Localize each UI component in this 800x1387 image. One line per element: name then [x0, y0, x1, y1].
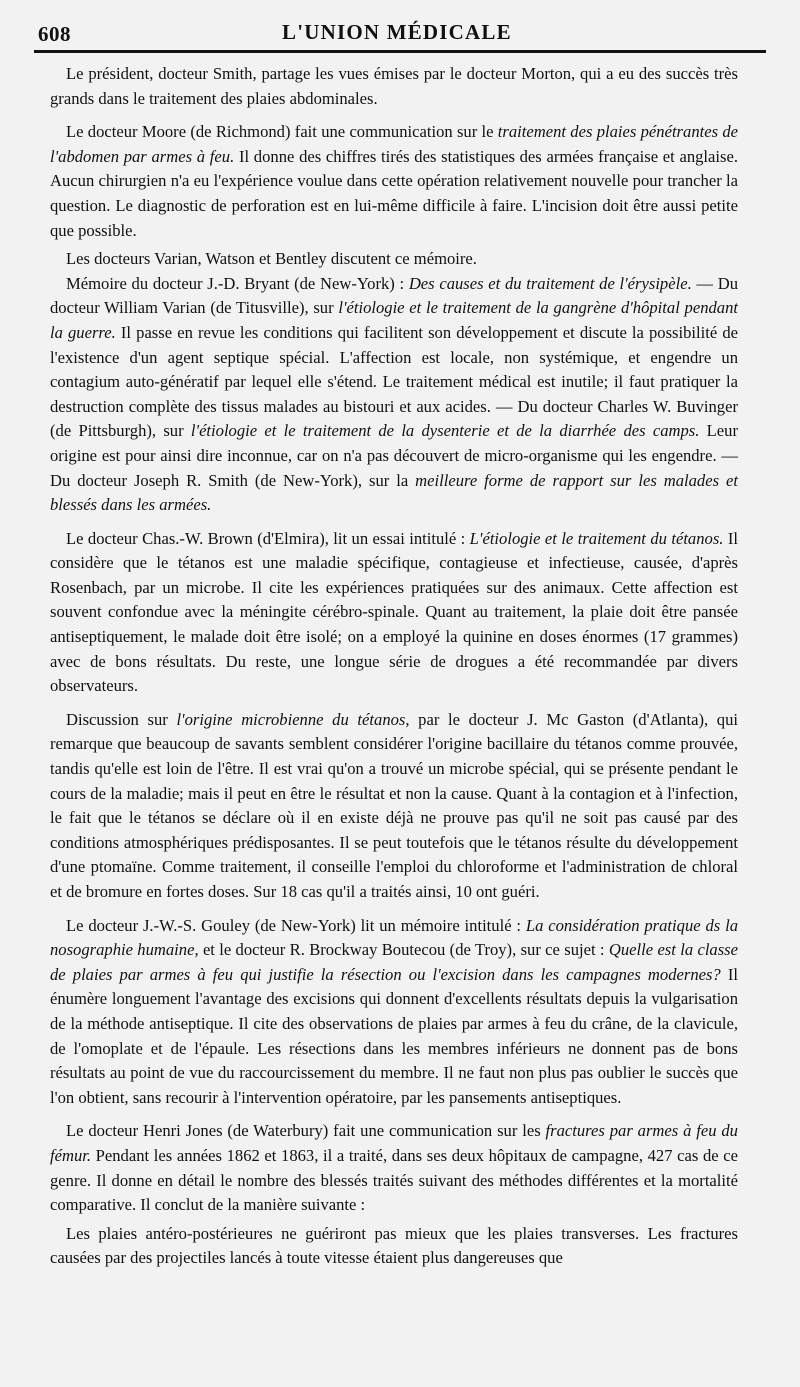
- paragraph: [50, 1222, 738, 1271]
- running-title: L'UNION MÉDICALE: [282, 20, 512, 44]
- italic-title-text: l'origine microbienne du tétanos,: [176, 709, 410, 729]
- italic-title-text: l'étiologie et le traitement de la dysenterie et de la diarrhée des camps.: [190, 421, 700, 441]
- paragraph: [50, 272, 738, 518]
- paragraph-text: Les docteurs Varian, Watson et Bentley discutent ce mémoire.: [66, 249, 477, 269]
- italic-title-text: La considération pratique ds la nosographie humaine,: [50, 915, 738, 960]
- paragraph-text: Le docteur Moore (de Richmond) fait une communication sur le: [66, 122, 498, 142]
- paragraph: [50, 62, 738, 111]
- paragraph: [50, 1119, 738, 1217]
- paragraph-text: Le docteur Henri Jones (de Waterbury) fait une communication sur les: [66, 1121, 546, 1141]
- paragraph: [50, 120, 738, 243]
- paragraph-text: et le docteur R. Brockway Boutecou (de Troy), sur ce sujet :: [198, 940, 609, 960]
- paragraph-text: Pendant les années 1862 et 1863, il a traité, dans ses deux hôpitaux de campagne, 427 cas de ce genre. Il donne en détail le nombre des blessés traités suivant des méthodes différentes et la mortalité comparative. Il conclut de la manière suivante :: [50, 1145, 738, 1215]
- header-rule: [34, 50, 766, 53]
- paragraph: [50, 708, 738, 905]
- italic-title-text: L'étiologie et le traitement du tétanos.: [469, 528, 724, 548]
- paragraph-text: Les plaies antéro-postérieures ne guériront pas mieux que les plaies transverses. Les fractures causées par des projectiles lancés à toute vitesse étaient plus dangereuses que: [50, 1223, 738, 1268]
- page-header: [34, 14, 766, 50]
- paragraph: [50, 527, 738, 699]
- italic-title-text: traitement des plaies pénétrantes de l'abdomen par armes à feu.: [50, 122, 738, 166]
- paragraph-text: — Du docteur William Varian (de Titusville), sur: [50, 273, 738, 318]
- article-body: [50, 62, 738, 1271]
- paragraph-text: Le président, docteur Smith, partage les vues émises par le docteur Morton, qui a eu des succès très grands dans le traitement des plaies abdominales.: [50, 64, 738, 108]
- paragraph: [50, 914, 738, 1111]
- paragraph-text: Discussion sur: [66, 709, 177, 729]
- page-number: 608: [38, 22, 71, 46]
- paragraph-text: Il passe en revue les conditions qui facilitent son développement et discute la possibilité de l'existence d'un agent septique spécial. L'affection est locale, non systémique, et engendre un contagium auto-génératif par lequel elle s'étend. Le traitement médical est inutile; il faut pratiquer la destruction complète des tissus malades au bistouri et aux acides. — Du docteur Charles W. Buvinger (de Pittsburgh), sur: [50, 322, 739, 441]
- paragraph-text: Il considère que le tétanos est une maladie spécifique, contagieuse et infectieuse, causée, d'après Rosenbach, par un microbe. Il cite les expériences pratiquées sur des animaux. Cette affection est souvent confondue avec la méningite cérébro-spinale. Quant au traitement, la plaie doit être pansée antiseptiquement, le malade doit être isolé; on a employé la quinine en doses énormes (17 grammes) avec de bons résultats. Du reste, une longue série de drogues a été recommandée par divers observateurs.: [50, 528, 738, 696]
- italic-title-text: Quelle est la classe de plaies par armes à feu qui justifie la résection ou l'excision dans les campagnes modernes?: [50, 940, 739, 984]
- italic-title-text: meilleure forme de rapport sur les malades et blessés dans les armées.: [50, 470, 738, 515]
- paragraph-text: Leur origine est pour ainsi dire inconnue, car on n'a pas découvert de micro-organisme qui les engendre. — Du docteur Joseph R. Smith (de New-York), sur la: [50, 421, 738, 490]
- italic-title-text: l'étiologie et le traitement de la gangrène d'hôpital pendant la guerre.: [50, 298, 738, 342]
- italic-title-text: fractures par armes à feu du fémur.: [50, 1121, 738, 1165]
- paragraph-text: Le docteur Chas.-W. Brown (d'Elmira), lit un essai intitulé :: [66, 528, 470, 548]
- paragraph-text: Il donne des chiffres tirés des statistiques des armées française et anglaise. Aucun chirurgien n'a eu l'expérience voulue dans cette opération relativement nouvelle pour trancher la question. Le diagnostic de perforation est en lui-même difficile à faire. L'incision doit être aussi petite que possible.: [50, 146, 738, 240]
- italic-title-text: Des causes et du traitement de l'érysipèle.: [408, 273, 692, 293]
- paragraph-text: Le docteur J.-W.-S. Gouley (de New-York) lit un mémoire intitulé :: [66, 915, 526, 935]
- paragraph-text: Il énumère longuement l'avantage des excisions qui donnent d'excellents résultats depuis la vulgarisation de la méthode antiseptique. Il cite des observations de plaies par armes à feu du crâne, de la clavicule, de l'omoplate et de l'épaule. Les résections dans les membres inférieurs ne donnent pas de bons résultats au point de vue du raccourcissement du membre. Il ne faut non plus pas oublier le succès que l'on obtient, sans recourir à l'intervention opératoire, par les pansements antiseptiques.: [50, 964, 738, 1107]
- paragraph-text: Mémoire du docteur J.-D. Bryant (de New-York) :: [66, 273, 409, 293]
- paragraph: [50, 247, 738, 272]
- paragraph-text: par le docteur J. Mc Gaston (d'Atlanta), qui remarque que beaucoup de savants semblent considérer l'origine bacillaire du tétanos comme prouvée, tandis qu'elle est loin de l'être. Il est vrai qu'on a trouvé un microbe spécial, qui se présente pendant le cours de la maladie; mais il peut en être le résultat et non la cause. Quant à la contagion et à l'infection, le fait que le tétanos se déclare où il en existe déjà ne prouve pas qu'il ne soit pas causé par des conditions atmosphériques prédisposantes. Il se peut toutefois que le tétanos résulte du développement d'une ptomaïne. Comme traitement, il conseille l'emploi du chloroforme et l'administration de chloral et de bromure en fortes doses. Sur 18 cas qu'il a traités ainsi, 10 ont guéri.: [50, 709, 738, 901]
